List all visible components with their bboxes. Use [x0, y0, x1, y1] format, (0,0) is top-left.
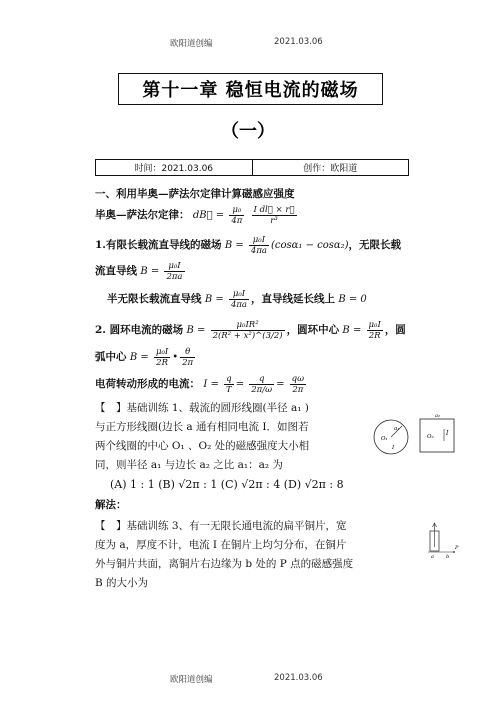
- solution-label: 解法：: [95, 499, 127, 511]
- exercise1-text: [95, 399, 405, 475]
- header-right: 2021.03.06: [274, 37, 323, 47]
- item1-line2: [95, 261, 187, 282]
- section-heading: 一、利用毕奥—萨法尔定律计算磁感应强度: [95, 188, 295, 200]
- law-label: 毕奥—萨法尔定律：: [95, 209, 190, 221]
- charge-label: 电荷转动形成的电流：: [95, 378, 200, 390]
- item1-line3: [107, 289, 367, 310]
- item1-text-b: ，无限长载: [348, 239, 402, 251]
- svg-text:O₂: O₂: [427, 434, 434, 440]
- charge-current-line: [95, 374, 308, 395]
- ring-axis-formula: B = $\frac{\text{μ₀IR²}}{\text{2(R² + x²)\textasciicircum{}(3/2)}}$: [186, 320, 283, 341]
- item2-line1: [95, 320, 406, 341]
- copper-strip-figure: [424, 521, 462, 559]
- svg-text:a₂: a₂: [435, 413, 440, 419]
- arc-center-formula: B = $\frac{\text{μ₀I}}{2R}$ • $\frac{\theta}{2\pi}$: [129, 347, 194, 368]
- ex1-line-4: 同，则半径 a₁ 与边长 a₂ 之比 a₁：a₂ 为: [95, 459, 283, 471]
- chapter-title: 第十一章 稳恒电流的磁场: [118, 73, 383, 105]
- exercise3-text: [95, 517, 413, 593]
- meta-table: [95, 159, 409, 176]
- finite-wire-formula: B = $\frac{\text{μ₀I}}{4\pi a}$ (cosα₁ − cosα₂): [224, 235, 349, 256]
- svg-text:P: P: [455, 545, 459, 551]
- ex1-line-1: 【 】基础训练 1、载流的圆形线圈(半径 a₁ ): [95, 402, 309, 414]
- svg-text:I: I: [446, 430, 449, 437]
- svg-text:a: a: [431, 554, 434, 559]
- item1-text-e: ，直导线延长线上: [251, 293, 335, 305]
- header-left: 欧阳道创编: [170, 39, 213, 49]
- semi-infinite-formula: B = $\frac{\text{μ₀I}}{4\pi a}$: [204, 289, 247, 310]
- item1-text-c: 流直导线: [95, 265, 137, 277]
- item1-line1: [95, 235, 401, 256]
- charge-current-formula: I = $\frac{q}{T}$ = $\frac{q}{2\pi/\omega}$ = $\frac{q\omega}{2\pi}$: [203, 374, 304, 395]
- law-formula: dB⃗ = $\frac{\text{μ₀}}{4\pi}$ $\frac{\text{I dl⃗ × r⃗}}{\text{r³}}$: [192, 205, 295, 226]
- svg-text:a₁: a₁: [394, 426, 400, 432]
- chapter-subtitle: （一）: [221, 121, 275, 142]
- meta-author: 创作：欧阳道: [252, 160, 409, 175]
- footer-right: 2021.03.06: [274, 673, 323, 683]
- svg-text:I: I: [392, 445, 395, 451]
- ex1-line-3: 两个线圈的中心 O₁ 、O₂ 处的磁感强度大小相: [95, 440, 310, 452]
- item2-text-d: 弧中心: [95, 351, 127, 363]
- item1-text-a: 1.有限长载流直导线的磁场: [95, 239, 222, 251]
- footer-left: 欧阳道创编: [170, 675, 213, 685]
- infinite-wire-formula: B = $\frac{\text{μ₀I}}{2\pi a}$: [140, 261, 183, 282]
- item2-text-b: ，圆环中心: [286, 324, 340, 336]
- extension-formula: B = 0: [338, 294, 367, 305]
- item2-line2: [95, 347, 197, 368]
- circular-coil-figure: [372, 418, 410, 456]
- ex3-line-3: 外与铜片共面，离铜片右边缘为 b 处的 P 点的磁感强度: [95, 558, 354, 570]
- svg-text:O₁: O₁: [381, 436, 388, 442]
- ring-center-formula: B = $\frac{\text{μ₀I}}{2R}$: [342, 320, 381, 341]
- ex3-line-4: B 的大小为: [95, 577, 149, 589]
- biot-savart-line: [95, 205, 299, 226]
- item1-text-d: 半无限长载流直导线: [107, 293, 202, 305]
- meta-time: 时间：2021.03.06: [134, 164, 214, 174]
- item2-text-c: ，圆: [384, 324, 406, 336]
- svg-text:b: b: [446, 554, 450, 559]
- ex3-line-2: 度为 a，厚度不计，电流 I 在铜片上均匀分布，在铜片: [95, 539, 347, 551]
- item2-text-a: 2. 圆环电流的磁场: [95, 324, 184, 336]
- ex3-line-1: 【 】基础训练 3、有一无限长通电流的扁平铜片，宽: [95, 520, 347, 532]
- square-coil-figure: [417, 412, 457, 454]
- exercise1-options: (A) 1 : 1 (B) √2π : 1 (C) √2π : 4 (D) √2π : 8: [110, 478, 344, 491]
- ex1-line-2: 与正方形线圈(边长 a 通有相同电流 I．如图若: [95, 421, 309, 433]
